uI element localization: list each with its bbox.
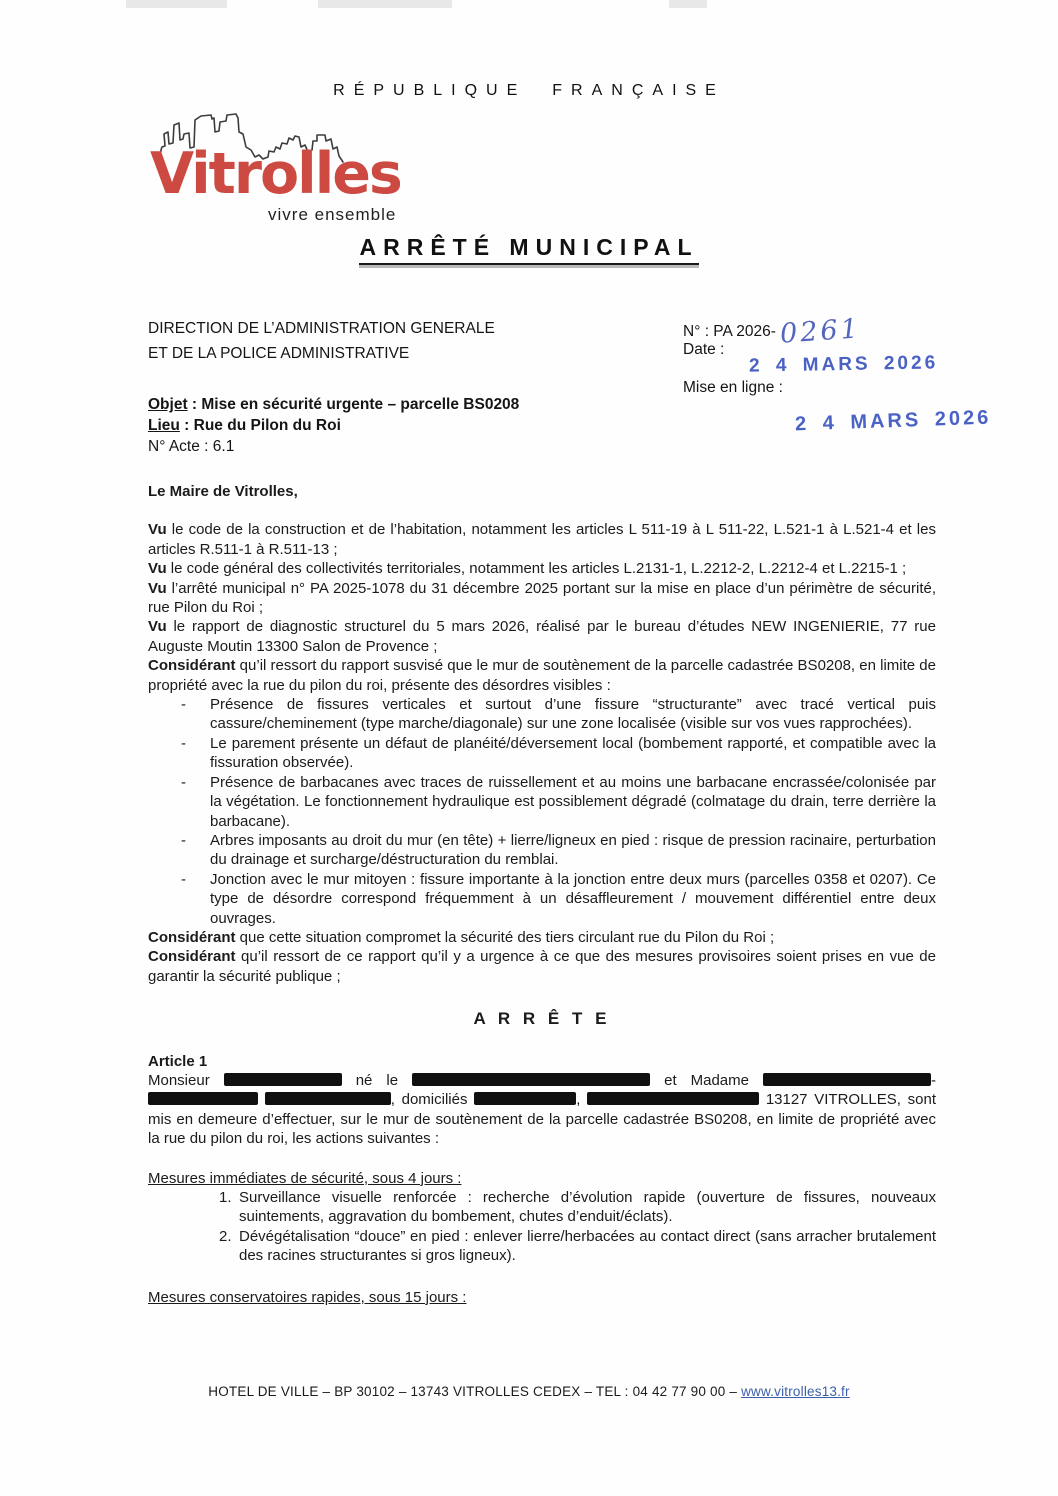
city-logo bbox=[148, 108, 418, 223]
direction-line: ET DE LA POLICE ADMINISTRATIVE bbox=[148, 345, 410, 362]
online-stamp: 2 4 MARS 2026 bbox=[794, 406, 992, 436]
arrete-heading: A R R Ê T E bbox=[473, 1009, 611, 1029]
article1-paragraph: Monsieur né le et Madame - , domiciliés , 13127 VITROLLES, sont mis en demeure d’effectuer, sur le mur de soutènement de la parcelle cadastrée BS0208, en limite de propriété avec la rue du pilon du roi, les actions suivantes : bbox=[148, 1071, 937, 1148]
acte-line: N° Acte : 6.1 bbox=[148, 438, 235, 455]
considerant-paragraph: Considérant que cette situation compromet la sécurité des tiers circulant rue du Pilon du Roi ; bbox=[148, 928, 775, 946]
top-redaction-bar bbox=[669, 0, 707, 8]
considerant-paragraph: Considérant qu’il ressort de ce rapport qu’il y a urgence à ce que des mesures provisoires soient prises en vue de garantir la sécurité publique ; bbox=[148, 948, 936, 985]
lieu-line: Lieu : Rue du Pilon du Roi bbox=[148, 417, 341, 434]
document-title: ARRÊTÉ MUNICIPAL bbox=[0, 234, 1058, 261]
disorder-item: - Arbres imposants au droit du mur (en tête) + lierre/ligneux en pied : risque de pression racinaire, perturbation du drainage et surcharge/déstructuration du remblai. bbox=[148, 831, 936, 870]
redaction-bar bbox=[412, 1073, 650, 1086]
date-stamp: 2 4 MARS 2026 bbox=[748, 352, 939, 377]
direction-line: DIRECTION DE L’ADMINISTRATION GENERALE bbox=[148, 320, 495, 337]
considerant-paragraph: Considérant qu’il ressort du rapport susvisé que le mur de soutènement de la parcelle cadastrée BS0208, en limite de propriété avec la rue du pilon du roi, présente des désordres visibles : bbox=[148, 657, 936, 694]
vu-paragraph: Vu le code de la construction et de l’habitation, notamment les articles L 511-19 à L 511-22, L.521-1 à L.521-4 et les articles R.511-1 à R.511-13 ; bbox=[148, 521, 936, 558]
document-body bbox=[148, 482, 936, 1307]
redaction-bar bbox=[587, 1092, 759, 1105]
footer-link[interactable]: www.vitrolles13.fr bbox=[741, 1384, 850, 1399]
footer bbox=[0, 1384, 1058, 1399]
redaction-bar bbox=[265, 1092, 391, 1105]
direction-block bbox=[148, 316, 628, 366]
footer-text: HOTEL DE VILLE – BP 30102 – 13743 VITROLLES CEDEX – TEL : 04 42 77 90 00 – bbox=[208, 1384, 742, 1399]
redaction-bar bbox=[474, 1092, 576, 1105]
salutation: Le Maire de Vitrolles, bbox=[148, 483, 298, 500]
measures-immediate-heading: Mesures immédiates de sécurité, sous 4 jours : bbox=[148, 1169, 462, 1187]
measure-item: Surveillance visuelle renforcée : recherche d’évolution rapide (ouverture de fissures, nouveaux suintements, aggravation du bombement, chutes d’enduit/éclats). bbox=[239, 1189, 936, 1226]
measure-item: Dévégétalisation “douce” en pied : enlever lierre/herbacées au contact direct (sans arracher brutalement des racines structurantes si gros ligneux). bbox=[239, 1227, 936, 1265]
republic-header bbox=[0, 82, 1058, 100]
doc-number-handwritten: 0261 bbox=[778, 313, 862, 350]
disorder-list bbox=[148, 695, 936, 928]
vu-paragraph: Vu le code général des collectivités territoriales, notamment les articles L.2131-1, L.2212-2, L.2212-4 et L.2215-1 ; bbox=[148, 560, 907, 578]
republic-word: FRANÇAISE bbox=[552, 82, 725, 99]
redaction-bar bbox=[224, 1073, 342, 1086]
redaction-bar bbox=[148, 1092, 258, 1105]
online-label: Mise en ligne : bbox=[683, 379, 783, 396]
logo-wordmark: Vitrolles bbox=[150, 141, 401, 207]
top-redaction-bar bbox=[126, 0, 227, 8]
vu-paragraph: Vu l’arrêté municipal n° PA 2025-1078 du 31 décembre 2025 portant sur la mise en place d’un périmètre de sécurité, rue Pilon du Roi ; bbox=[148, 579, 936, 617]
disorder-item: - Présence de barbacanes avec traces de ruissellement et au moins une barbacane encrassée/colonisée par la végétation. Le fonctionnement hydraulique est possiblement dégradé (colmatage du drain, terre derrière la barbacane). bbox=[148, 773, 936, 831]
objet-line: Objet : Mise en sécurité urgente – parcelle BS0208 bbox=[148, 396, 520, 413]
article1-heading: Article 1 bbox=[148, 1052, 208, 1070]
measures-immediate-list bbox=[148, 1188, 936, 1266]
disorder-item: - Le parement présente un défaut de planéité/déversement local (bombement rapporté, et compatible avec la fissuration observée). bbox=[148, 734, 936, 773]
disorder-item: - Jonction avec le mur mitoyen : fissure importante à la jonction entre deux murs (parcelles 0358 et 0207). Ce type de désordre correspond fréquemment à un désaffleurement / mouvement différentiel entre deux ouvrages. bbox=[148, 870, 936, 928]
disorder-item: - Présence de fissures verticales et surtout d’une fissure “structurante” avec tracé vertical puis cassure/cheminement (type marche/diagonale) sur une zone localisée (visible sur vos vues rapprochées). bbox=[148, 695, 936, 734]
date-label: Date : bbox=[683, 341, 725, 358]
logo-tagline: vivre ensemble bbox=[268, 205, 397, 224]
measures-conservative-heading: Mesures conservatoires rapides, sous 15 jours : bbox=[148, 1288, 467, 1306]
top-redaction-bar bbox=[318, 0, 452, 8]
subject-block bbox=[148, 394, 519, 457]
doc-number-label: N° : PA 2026- bbox=[683, 323, 776, 340]
republic-word: RÉPUBLIQUE bbox=[333, 82, 527, 99]
redaction-bar bbox=[763, 1073, 931, 1086]
vu-paragraph: Vu le rapport de diagnostic structurel du 5 mars 2026, réalisé par le bureau d’études NEW INGENIERIE, 77 rue Auguste Moutin 13300 Salon de Provence ; bbox=[148, 618, 936, 655]
